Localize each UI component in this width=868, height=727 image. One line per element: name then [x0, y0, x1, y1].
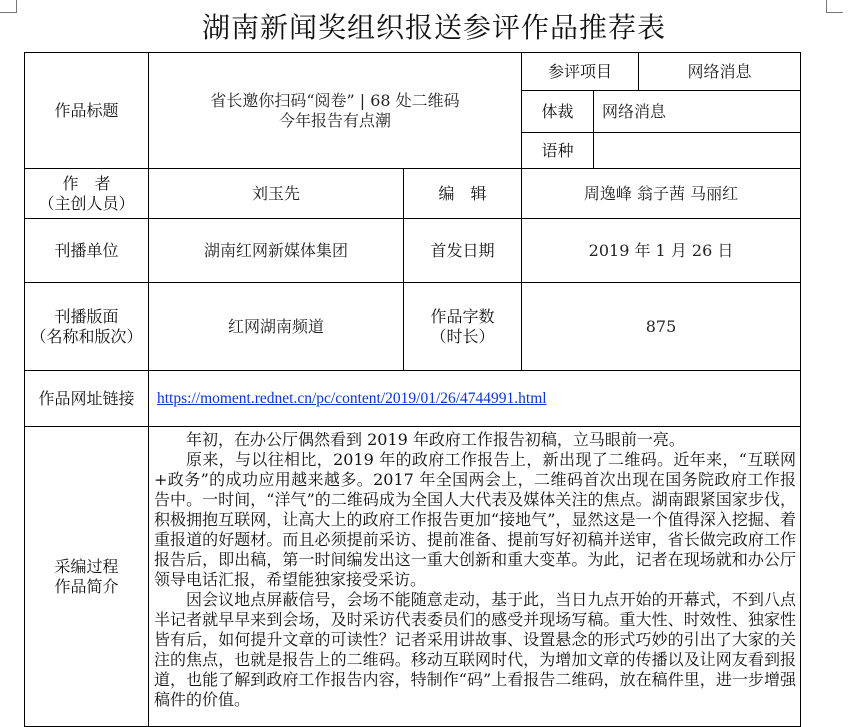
- publisher-label: 刊播单位: [25, 219, 149, 283]
- row-author-editor: [25, 169, 801, 219]
- first-date-value[interactable]: 2019 年 1 月 26 日: [522, 219, 801, 283]
- author-label-line2: （主创人员）: [38, 193, 135, 213]
- intro-paragraph: 年初，在办公厅偶然看到 2019 年政府工作报告初稿，立马眼前一亮。: [186, 430, 685, 449]
- author-value[interactable]: 刘玉先: [149, 169, 404, 219]
- work-url-link[interactable]: https://moment.rednet.cn/pc/content/2019/01/26/4744991.html: [157, 390, 547, 407]
- work-title-line2: 今年报告有点潮: [278, 110, 391, 130]
- language-value[interactable]: [594, 133, 801, 169]
- award-item-label: 参评项目: [522, 53, 639, 91]
- work-title-label: 作品标题: [25, 53, 149, 169]
- section-label-line2: （名称和版次）: [30, 326, 143, 346]
- editor-value[interactable]: 周逸峰 翁子茜 马丽红: [522, 169, 801, 219]
- intro-paragraph: 因会议地点屏蔽信号，会场不能随意走动，基于此，当日九点开始的开幕式，不到八点半记者就早早来到会场，及时采访代表委员们的感受并现场写稿。重大性、时效性、独家性皆有后，如何提升文章的可读性？记者采用讲故事、设置悬念的形式巧妙的引出了大家的关注的焦点，也就是报告上的二维码。移动互联网时代，为增加文章的传播以及让网友看到报道，也能了解到政府工作报告内容，特制作“码”上看报告二维码，放在稿件里，进一步增强稿件的价值。: [154, 590, 797, 709]
- section-value[interactable]: 红网湖南频道: [149, 283, 404, 371]
- work-title-value[interactable]: [149, 53, 522, 169]
- intro-paragraph: 原来，与以往相比，2019 年的政府工作报告上，新出现了二维码。近年来，“互联网+政务”的成功应用越来越多。2017 年全国两会上，二维码首次出现在国务院政府工作报告中。一时间，“洋气”的二维码成为全国人大代表及媒体关注的焦点。湖南跟紧国家步伐，积极拥抱互联网，让高大上的政府工作报告更加“接地气”，显然这是一个值得深入挖掘、着重报道的好题材。而且必须提前采访、提前准备、提前写好初稿并送审，省长做完政府工作报告后，即出稿，第一时间编发出这一重大创新和重大变革。为此，记者在现场就和办公厅领导电话汇报，希望能独家接受采访。: [154, 450, 797, 589]
- award-item-value[interactable]: 网络消息: [639, 53, 801, 91]
- word-count-label-line2: （时长）: [430, 326, 495, 346]
- author-label: [25, 169, 149, 219]
- recommendation-form-table: [24, 52, 801, 727]
- editor-label: 编 辑: [404, 169, 522, 219]
- section-label-line1: 刊播版面: [54, 306, 119, 326]
- section-label: [25, 283, 149, 371]
- work-title-line1: 省长邀你扫码“阅卷” | 68 处二维码: [210, 90, 460, 110]
- intro-label-line2: 作品简介: [54, 576, 119, 596]
- intro-label: [25, 427, 149, 727]
- author-label-line1: 作 者: [62, 173, 111, 193]
- url-label: 作品网址链接: [25, 371, 149, 427]
- row-url: [25, 371, 801, 427]
- page-title: 湖南新闻奖组织报送参评作品推荐表: [201, 11, 666, 44]
- url-cell: [149, 371, 801, 427]
- row-title-award: [25, 53, 801, 91]
- language-label: 语种: [522, 133, 594, 169]
- row-section-wordcount: [25, 283, 801, 371]
- genre-value[interactable]: 网络消息: [594, 91, 801, 133]
- word-count-label-line1: 作品字数: [430, 306, 495, 326]
- genre-label: 体裁: [522, 91, 594, 133]
- intro-text[interactable]: [149, 427, 801, 727]
- publisher-value[interactable]: 湖南红网新媒体集团: [149, 219, 404, 283]
- row-intro: [25, 427, 801, 727]
- word-count-label: [404, 283, 522, 371]
- row-publisher-date: [25, 219, 801, 283]
- intro-label-line1: 采编过程: [54, 556, 119, 576]
- word-count-value[interactable]: 875: [522, 283, 801, 371]
- first-date-label: 首发日期: [404, 219, 522, 283]
